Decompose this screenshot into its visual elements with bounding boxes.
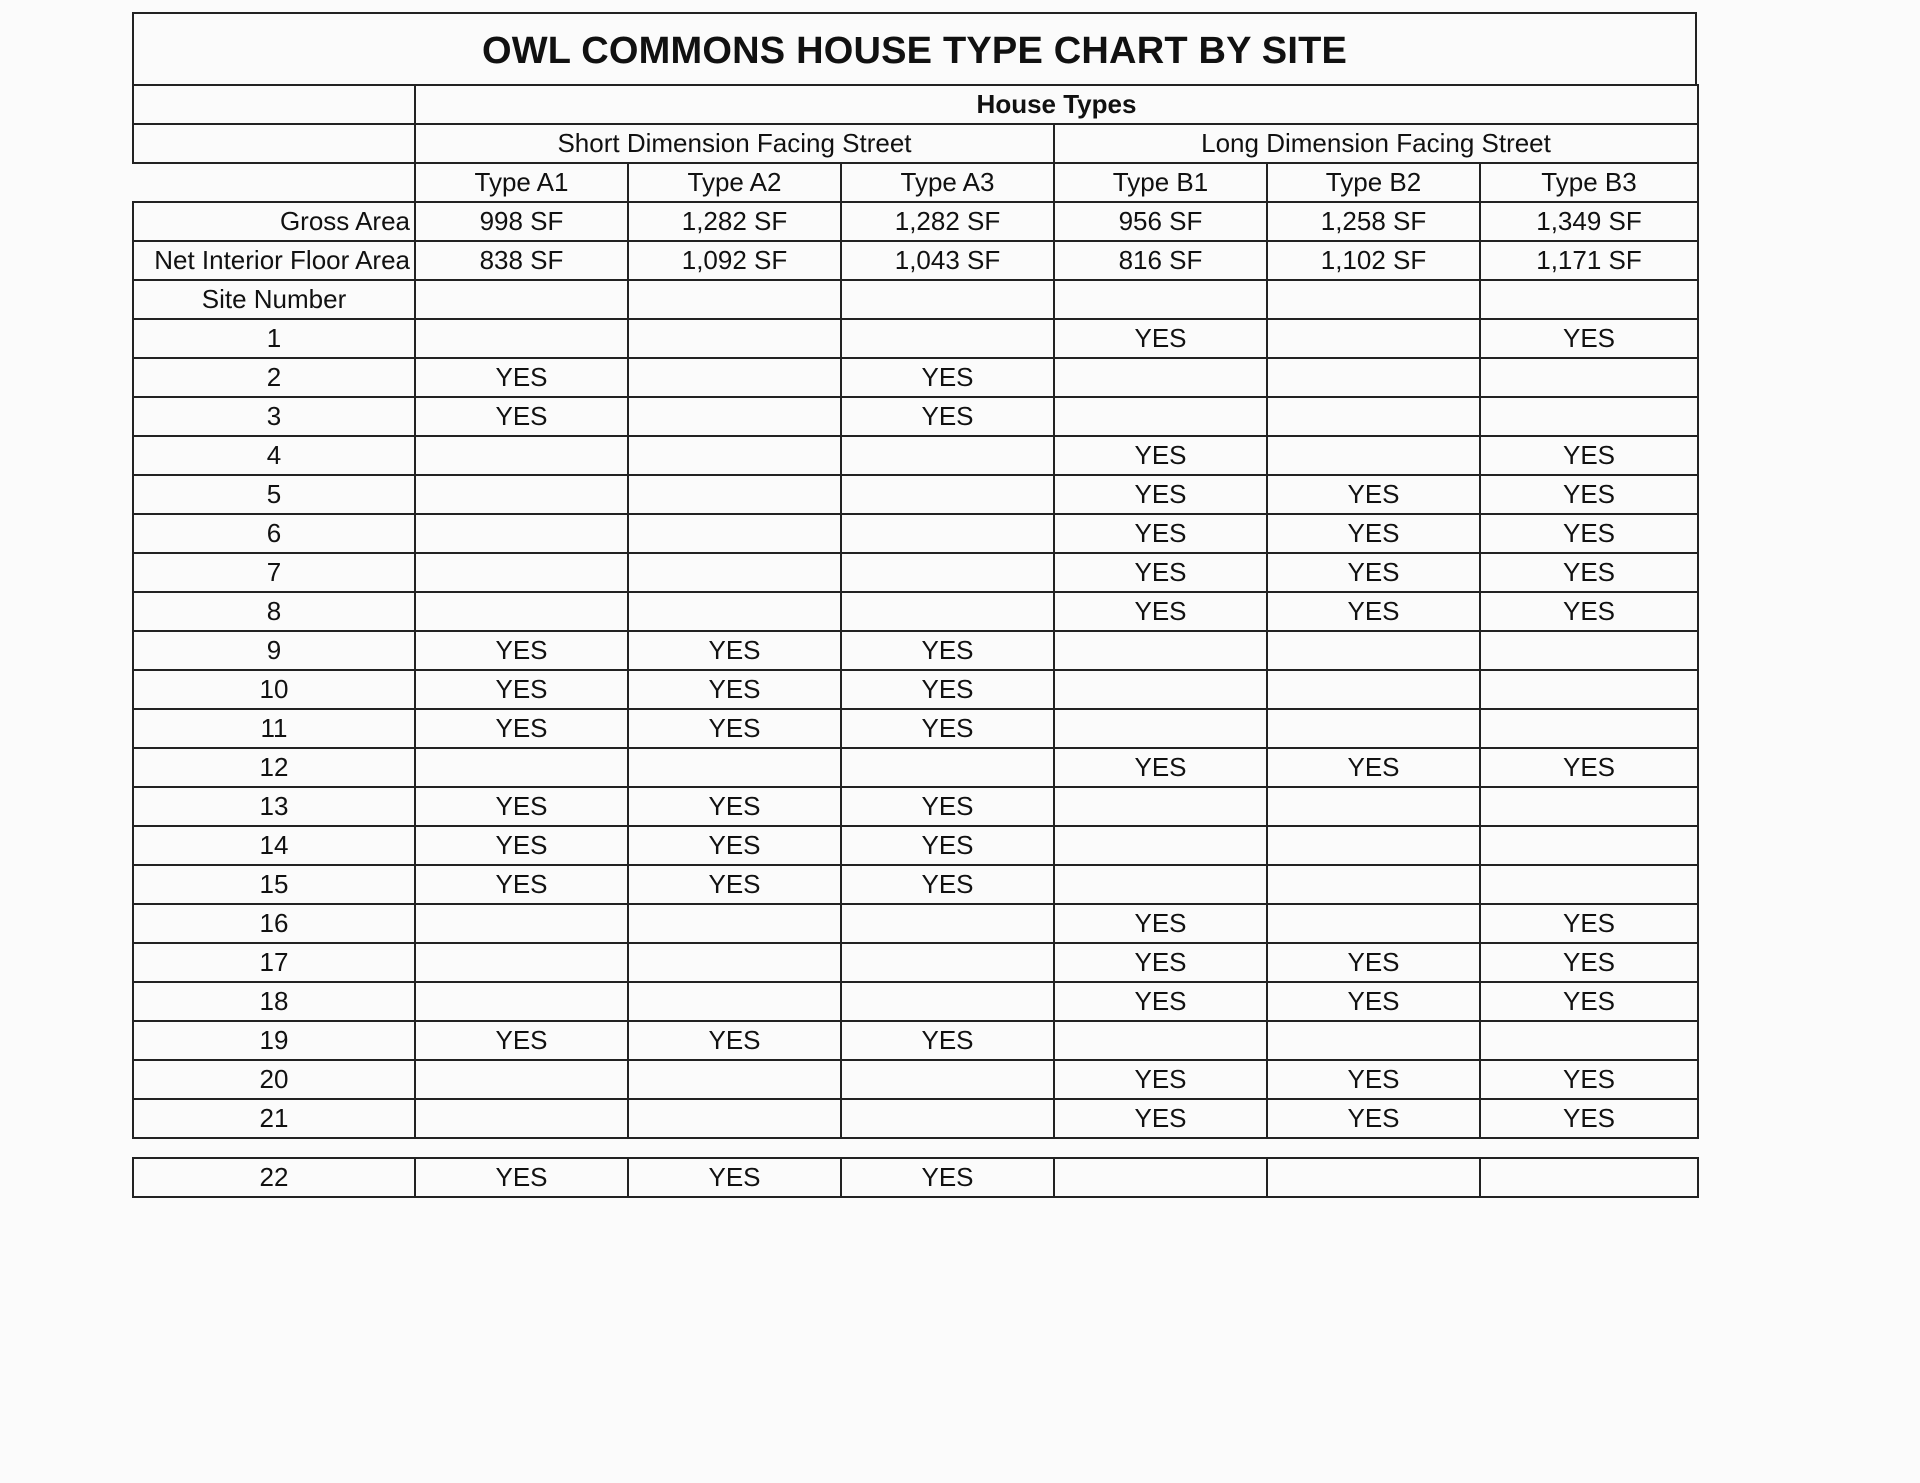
- site-type-cell: YES: [628, 1021, 841, 1060]
- site-type-cell: [415, 1060, 628, 1099]
- net-area-row: [133, 241, 1698, 280]
- site-type-cell: [628, 553, 841, 592]
- site-type-cell: [1054, 358, 1267, 397]
- site-type-cell: [841, 592, 1054, 631]
- site-type-cell: YES: [1480, 475, 1698, 514]
- site-number: 2: [133, 358, 415, 397]
- site-number: 1: [133, 319, 415, 358]
- site-number: 17: [133, 943, 415, 982]
- site-type-cell: [1267, 865, 1480, 904]
- empty-cell: [1054, 280, 1267, 319]
- header-blank-cell: [133, 124, 415, 163]
- site-type-cell: YES: [1480, 319, 1698, 358]
- site-type-cell: YES: [1267, 1099, 1480, 1138]
- net-area-value: 1,043 SF: [841, 241, 1054, 280]
- type-header-row: [133, 163, 1698, 202]
- site-type-cell: [841, 904, 1054, 943]
- site-type-cell: [628, 319, 841, 358]
- site-number: 15: [133, 865, 415, 904]
- site-type-cell: YES: [628, 865, 841, 904]
- site-number: 14: [133, 826, 415, 865]
- site-type-cell: YES: [415, 1158, 628, 1197]
- site-type-cell: YES: [415, 358, 628, 397]
- site-number: 9: [133, 631, 415, 670]
- type-header: Type A2: [628, 163, 841, 202]
- site-number: 12: [133, 748, 415, 787]
- site-row: [133, 865, 1698, 904]
- site-type-cell: YES: [415, 631, 628, 670]
- site-type-cell: YES: [1480, 982, 1698, 1021]
- site-type-cell: YES: [1054, 475, 1267, 514]
- site-type-cell: [1054, 787, 1267, 826]
- site-number: 16: [133, 904, 415, 943]
- site-type-cell: YES: [415, 865, 628, 904]
- site-type-cell: YES: [1054, 553, 1267, 592]
- site-type-cell: [415, 904, 628, 943]
- gross-area-value: 1,258 SF: [1267, 202, 1480, 241]
- site-type-cell: [628, 475, 841, 514]
- site-type-cell: [1267, 631, 1480, 670]
- site-type-cell: [841, 1060, 1054, 1099]
- site-number-label: Site Number: [133, 280, 415, 319]
- site-type-cell: [841, 1099, 1054, 1138]
- site-type-cell: [1267, 319, 1480, 358]
- site-row: [133, 1021, 1698, 1060]
- site-type-cell: YES: [841, 826, 1054, 865]
- site-type-cell: [1267, 709, 1480, 748]
- site-type-cell: [628, 748, 841, 787]
- site-number: 7: [133, 553, 415, 592]
- site-type-cell: YES: [1054, 436, 1267, 475]
- site-type-cell: [628, 1060, 841, 1099]
- site-type-cell: YES: [415, 709, 628, 748]
- site-row: [133, 709, 1698, 748]
- type-header: Type B1: [1054, 163, 1267, 202]
- site-type-cell: [1480, 670, 1698, 709]
- site-type-cell: [415, 592, 628, 631]
- site-type-cell: YES: [1267, 592, 1480, 631]
- site-type-cell: YES: [1480, 748, 1698, 787]
- site-type-cell: [628, 982, 841, 1021]
- site-type-cell: [1054, 397, 1267, 436]
- empty-cell: [841, 280, 1054, 319]
- site-type-cell: [1267, 904, 1480, 943]
- site-type-cell: YES: [1480, 1060, 1698, 1099]
- site-type-cell: YES: [415, 397, 628, 436]
- site-row: [133, 904, 1698, 943]
- site-number: 21: [133, 1099, 415, 1138]
- site-number: 4: [133, 436, 415, 475]
- site-type-cell: YES: [1267, 1060, 1480, 1099]
- type-header: Type A1: [415, 163, 628, 202]
- site-type-cell: [1267, 826, 1480, 865]
- site-type-cell: [1480, 358, 1698, 397]
- site-type-cell: [415, 475, 628, 514]
- site-type-cell: YES: [841, 631, 1054, 670]
- site-type-cell: YES: [1267, 748, 1480, 787]
- site-row: [133, 358, 1698, 397]
- site-row: [133, 514, 1698, 553]
- site-type-cell: [1267, 397, 1480, 436]
- site-type-cell: YES: [1480, 1099, 1698, 1138]
- site-number: 5: [133, 475, 415, 514]
- site-type-cell: [1267, 358, 1480, 397]
- net-area-value: 1,102 SF: [1267, 241, 1480, 280]
- site-type-cell: [1480, 865, 1698, 904]
- house-types-label: House Types: [415, 85, 1698, 124]
- header-empty-cell: [133, 163, 415, 202]
- site-number: 18: [133, 982, 415, 1021]
- site-type-cell: [415, 748, 628, 787]
- site-type-cell: YES: [841, 358, 1054, 397]
- site-type-cell: YES: [841, 709, 1054, 748]
- title-box: [132, 12, 1697, 84]
- site-type-cell: [1267, 1021, 1480, 1060]
- site-type-cell: YES: [1054, 1099, 1267, 1138]
- net-area-label: Net Interior Floor Area: [133, 241, 415, 280]
- site-type-cell: [1267, 436, 1480, 475]
- site-type-cell: [841, 553, 1054, 592]
- site-type-cell: YES: [628, 631, 841, 670]
- empty-cell: [415, 280, 628, 319]
- site-type-cell: YES: [841, 787, 1054, 826]
- site-row: [133, 748, 1698, 787]
- site-type-cell: [628, 943, 841, 982]
- site-type-cell: YES: [1054, 982, 1267, 1021]
- site-type-cell: [1054, 826, 1267, 865]
- site-type-cell: [1054, 1158, 1267, 1197]
- type-header: Type B3: [1480, 163, 1698, 202]
- site-type-cell: [1480, 397, 1698, 436]
- site-type-cell: YES: [1480, 436, 1698, 475]
- gross-area-value: 1,282 SF: [628, 202, 841, 241]
- site-type-cell: [1480, 787, 1698, 826]
- site-row: [133, 592, 1698, 631]
- site-type-cell: [628, 397, 841, 436]
- site-type-cell: [415, 553, 628, 592]
- site-type-cell: YES: [1054, 592, 1267, 631]
- site-type-cell: [628, 514, 841, 553]
- site-type-cell: YES: [415, 826, 628, 865]
- site-type-cell: YES: [415, 1021, 628, 1060]
- site-type-cell: YES: [1054, 748, 1267, 787]
- site-type-cell: [841, 748, 1054, 787]
- site-type-cell: [1480, 631, 1698, 670]
- site-type-cell: YES: [1480, 553, 1698, 592]
- site-type-cell: [628, 904, 841, 943]
- site-number: 13: [133, 787, 415, 826]
- site-type-cell: [841, 514, 1054, 553]
- site-type-cell: YES: [1267, 475, 1480, 514]
- site-row: [133, 553, 1698, 592]
- site-type-cell: [841, 436, 1054, 475]
- site-type-cell: [1480, 1158, 1698, 1197]
- site-type-cell: YES: [1267, 514, 1480, 553]
- site-type-cell: YES: [1054, 943, 1267, 982]
- site-row: [133, 787, 1698, 826]
- site-row: [133, 436, 1698, 475]
- site-row: [133, 1158, 1698, 1197]
- gross-area-label: Gross Area: [133, 202, 415, 241]
- site-type-cell: YES: [841, 1021, 1054, 1060]
- site-type-cell: YES: [1480, 904, 1698, 943]
- site-type-cell: [628, 436, 841, 475]
- house-types-header-row: [133, 85, 1698, 124]
- spacer-row: [133, 1138, 1698, 1158]
- site-row: [133, 826, 1698, 865]
- site-type-cell: YES: [628, 1158, 841, 1197]
- site-type-cell: YES: [1267, 982, 1480, 1021]
- site-type-cell: [1054, 709, 1267, 748]
- site-type-cell: YES: [1480, 514, 1698, 553]
- site-type-cell: [1267, 1158, 1480, 1197]
- site-type-cell: [415, 982, 628, 1021]
- empty-cell: [1267, 280, 1480, 319]
- net-area-value: 816 SF: [1054, 241, 1267, 280]
- site-row: [133, 319, 1698, 358]
- site-number: 10: [133, 670, 415, 709]
- site-type-cell: [415, 514, 628, 553]
- gross-area-value: 998 SF: [415, 202, 628, 241]
- site-type-cell: YES: [1054, 319, 1267, 358]
- site-type-cell: YES: [628, 787, 841, 826]
- site-row: [133, 397, 1698, 436]
- site-number: 19: [133, 1021, 415, 1060]
- site-row: [133, 1060, 1698, 1099]
- gross-area-value: 1,282 SF: [841, 202, 1054, 241]
- house-type-table: [132, 84, 1699, 1198]
- site-type-cell: [1480, 826, 1698, 865]
- site-type-cell: YES: [628, 826, 841, 865]
- net-area-value: 1,092 SF: [628, 241, 841, 280]
- site-number: 6: [133, 514, 415, 553]
- site-type-cell: YES: [415, 787, 628, 826]
- site-type-cell: [415, 319, 628, 358]
- site-row: [133, 982, 1698, 1021]
- site-type-cell: YES: [1054, 904, 1267, 943]
- site-type-cell: [1480, 1021, 1698, 1060]
- type-header: Type B2: [1267, 163, 1480, 202]
- site-type-cell: [1267, 787, 1480, 826]
- site-type-cell: [628, 592, 841, 631]
- site-type-cell: [841, 943, 1054, 982]
- site-number: 8: [133, 592, 415, 631]
- site-number-header-row: [133, 280, 1698, 319]
- gross-area-row: [133, 202, 1698, 241]
- site-type-cell: YES: [841, 670, 1054, 709]
- long-dimension-group: Long Dimension Facing Street: [1054, 124, 1698, 163]
- site-row: [133, 631, 1698, 670]
- site-type-cell: [1054, 865, 1267, 904]
- site-type-cell: [628, 1099, 841, 1138]
- site-type-cell: [841, 982, 1054, 1021]
- site-type-cell: [1267, 670, 1480, 709]
- type-header: Type A3: [841, 163, 1054, 202]
- site-type-cell: YES: [1480, 943, 1698, 982]
- spacer-cell: [133, 1138, 1698, 1158]
- gross-area-value: 956 SF: [1054, 202, 1267, 241]
- site-type-cell: [1480, 709, 1698, 748]
- site-type-cell: YES: [841, 397, 1054, 436]
- site-type-cell: YES: [841, 1158, 1054, 1197]
- site-type-cell: YES: [628, 709, 841, 748]
- site-type-cell: YES: [1054, 1060, 1267, 1099]
- site-row: [133, 670, 1698, 709]
- page-title: OWL COMMONS HOUSE TYPE CHART BY SITE: [481, 30, 1348, 72]
- site-type-cell: [841, 319, 1054, 358]
- net-area-value: 838 SF: [415, 241, 628, 280]
- site-type-cell: YES: [1054, 514, 1267, 553]
- group-header-row: [133, 124, 1698, 163]
- site-type-cell: [415, 1099, 628, 1138]
- site-type-cell: [415, 943, 628, 982]
- site-number: 22: [133, 1158, 415, 1197]
- site-row: [133, 475, 1698, 514]
- empty-cell: [628, 280, 841, 319]
- site-number: 3: [133, 397, 415, 436]
- site-type-cell: [415, 436, 628, 475]
- site-type-cell: YES: [1267, 553, 1480, 592]
- site-type-cell: [628, 358, 841, 397]
- site-type-cell: YES: [415, 670, 628, 709]
- net-area-value: 1,171 SF: [1480, 241, 1698, 280]
- site-number: 11: [133, 709, 415, 748]
- site-type-cell: YES: [1267, 943, 1480, 982]
- site-type-cell: YES: [841, 865, 1054, 904]
- site-type-cell: [1054, 1021, 1267, 1060]
- site-type-cell: [1054, 631, 1267, 670]
- site-row: [133, 943, 1698, 982]
- site-type-cell: YES: [1480, 592, 1698, 631]
- site-row: [133, 1099, 1698, 1138]
- site-type-cell: [841, 475, 1054, 514]
- site-type-cell: YES: [628, 670, 841, 709]
- empty-cell: [1480, 280, 1698, 319]
- site-type-cell: [1054, 670, 1267, 709]
- site-number: 20: [133, 1060, 415, 1099]
- gross-area-value: 1,349 SF: [1480, 202, 1698, 241]
- header-blank-cell: [133, 85, 415, 124]
- short-dimension-group: Short Dimension Facing Street: [415, 124, 1054, 163]
